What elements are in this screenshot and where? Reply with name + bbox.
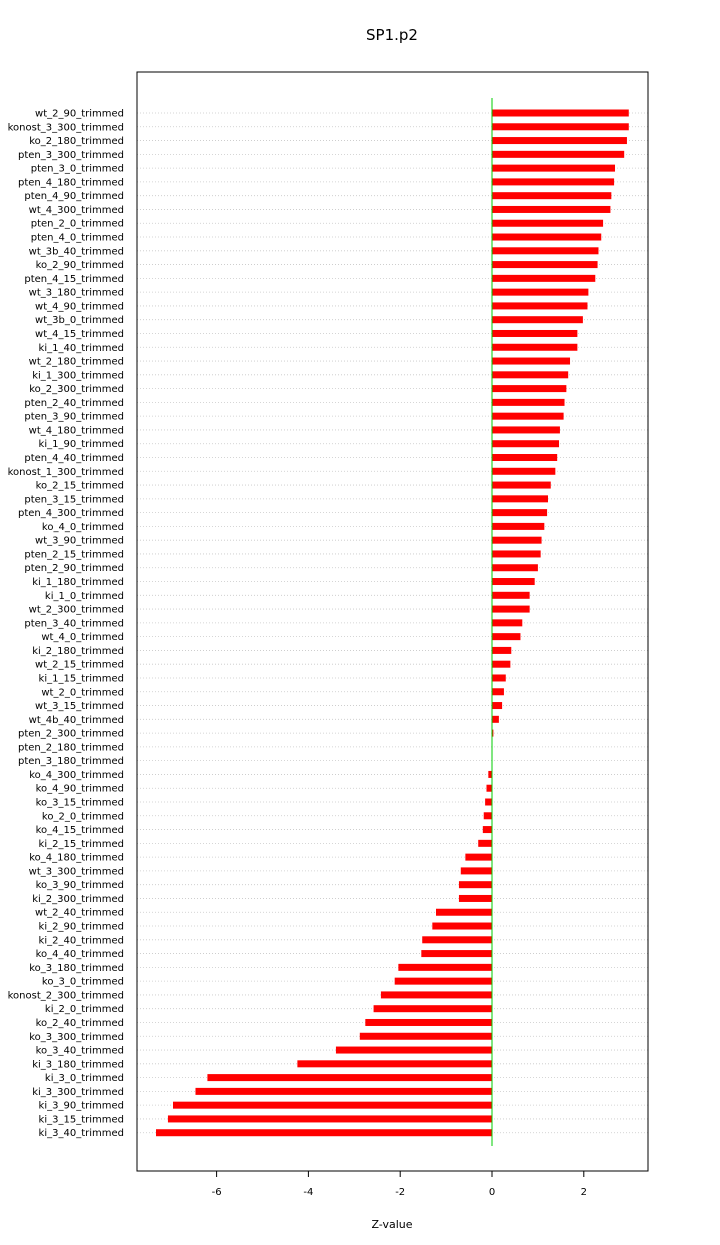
- category-label: pten_3_0_trimmed: [30, 163, 124, 175]
- bar: [207, 1074, 492, 1081]
- bar: [492, 330, 577, 337]
- bar: [492, 716, 499, 723]
- bar: [465, 854, 492, 861]
- category-label: ko_3_300_trimmed: [29, 1031, 124, 1043]
- bar: [492, 371, 568, 378]
- category-label: wt_2_0_trimmed: [41, 687, 124, 699]
- category-label: ki_1_40_trimmed: [38, 342, 124, 354]
- category-label: wt_4_90_trimmed: [35, 301, 124, 313]
- bar: [492, 151, 624, 158]
- bar: [360, 1033, 492, 1040]
- bar: [492, 592, 530, 599]
- x-tick-label: -6: [211, 1187, 222, 1198]
- category-labels: [8, 109, 124, 1140]
- bar: [492, 302, 587, 309]
- chart-title: SP1.p2: [366, 26, 418, 44]
- category-label: ko_3_90_trimmed: [35, 880, 124, 892]
- category-label: wt_3_15_trimmed: [35, 701, 124, 713]
- bar: [485, 799, 492, 806]
- bar: [365, 1019, 492, 1026]
- bar: [421, 950, 492, 957]
- category-label: ki_2_180_trimmed: [32, 645, 124, 657]
- category-label: wt_4_180_trimmed: [28, 425, 124, 437]
- category-label: pten_2_40_trimmed: [24, 397, 124, 409]
- bar: [168, 1115, 492, 1122]
- category-label: ko_4_40_trimmed: [35, 949, 124, 961]
- bar: [492, 247, 598, 254]
- category-label: ki_3_40_trimmed: [38, 1128, 124, 1140]
- category-label: wt_2_15_trimmed: [35, 659, 124, 671]
- bar: [398, 964, 492, 971]
- bar: [492, 137, 627, 144]
- bar: [492, 468, 555, 475]
- category-label: ko_2_0_trimmed: [41, 811, 124, 823]
- category-label: ki_1_300_trimmed: [32, 370, 124, 382]
- bar: [395, 978, 492, 985]
- category-label: wt_3b_0_trimmed: [35, 315, 124, 327]
- bar: [492, 261, 598, 268]
- x-tick-label: -4: [303, 1187, 314, 1198]
- bar: [492, 344, 577, 351]
- category-label: wt_2_300_trimmed: [28, 604, 124, 616]
- category-label: ko_2_15_trimmed: [35, 480, 124, 492]
- bar: [492, 358, 570, 365]
- bar: [492, 440, 559, 447]
- category-label: ki_1_0_trimmed: [44, 590, 124, 602]
- category-label: pten_3_300_trimmed: [17, 149, 124, 161]
- category-label: konost_3_300_trimmed: [7, 122, 124, 134]
- bar: [492, 688, 504, 695]
- category-label: ko_4_0_trimmed: [41, 521, 124, 533]
- bar: [381, 991, 492, 998]
- category-label: ki_1_180_trimmed: [32, 577, 124, 589]
- category-label: pten_4_180_trimmed: [17, 177, 124, 189]
- bar: [492, 192, 611, 199]
- category-label: pten_3_90_trimmed: [24, 411, 124, 423]
- category-label: pten_4_0_trimmed: [30, 232, 124, 244]
- bar: [195, 1088, 492, 1095]
- category-label: pten_4_90_trimmed: [24, 191, 124, 203]
- category-label: pten_2_180_trimmed: [17, 742, 124, 754]
- bar: [492, 206, 610, 213]
- category-label: ko_3_15_trimmed: [35, 797, 124, 809]
- bar: [492, 550, 541, 557]
- category-label: wt_2_180_trimmed: [28, 356, 124, 368]
- category-label: pten_2_0_trimmed: [30, 218, 124, 230]
- bar: [492, 275, 595, 282]
- category-label: ki_3_180_trimmed: [32, 1059, 124, 1071]
- category-label: ki_3_15_trimmed: [38, 1114, 124, 1126]
- bar: [156, 1129, 492, 1136]
- category-label: ko_2_90_trimmed: [35, 260, 124, 272]
- bar: [492, 165, 615, 172]
- category-label: konost_2_300_trimmed: [7, 990, 124, 1002]
- bar: [492, 537, 542, 544]
- bar: [436, 909, 492, 916]
- category-label: pten_2_15_trimmed: [24, 549, 124, 561]
- category-label: pten_2_90_trimmed: [24, 563, 124, 575]
- category-label: pten_3_180_trimmed: [17, 756, 124, 768]
- bar: [478, 840, 492, 847]
- category-label: ko_4_15_trimmed: [35, 825, 124, 837]
- category-label: wt_4_15_trimmed: [35, 328, 124, 340]
- bar: [488, 771, 492, 778]
- category-label: pten_3_15_trimmed: [24, 494, 124, 506]
- category-label: wt_4_300_trimmed: [28, 204, 124, 216]
- category-label: wt_2_90_trimmed: [35, 108, 124, 120]
- bar: [492, 619, 522, 626]
- category-label: ko_4_90_trimmed: [35, 783, 124, 795]
- category-label: ki_1_15_trimmed: [38, 673, 124, 685]
- category-label: ki_1_90_trimmed: [38, 439, 124, 451]
- category-label: wt_3b_40_trimmed: [28, 246, 124, 258]
- bar: [492, 495, 548, 502]
- category-label: ko_2_40_trimmed: [35, 1017, 124, 1029]
- x-axis-title: Z-value: [371, 1218, 413, 1231]
- category-label: wt_3_90_trimmed: [35, 535, 124, 547]
- bar: [492, 702, 502, 709]
- x-axis: [212, 1171, 587, 1198]
- x-tick-label: 0: [488, 1187, 496, 1198]
- bar: [492, 578, 535, 585]
- bar: [492, 606, 530, 613]
- bar: [492, 399, 565, 406]
- bar: [492, 674, 506, 681]
- category-label: konost_1_300_trimmed: [7, 466, 124, 478]
- bar: [492, 482, 551, 489]
- bar: [374, 1005, 492, 1012]
- bar: [432, 923, 492, 930]
- category-label: pten_4_300_trimmed: [17, 508, 124, 520]
- category-label: wt_4_0_trimmed: [41, 632, 124, 644]
- bar: [492, 523, 544, 530]
- category-label: ko_4_300_trimmed: [29, 769, 124, 781]
- bar: [173, 1102, 492, 1109]
- bar: [486, 785, 492, 792]
- bar: [492, 564, 538, 571]
- category-label: pten_2_300_trimmed: [17, 728, 124, 740]
- bar: [492, 633, 520, 640]
- bar: [492, 123, 629, 130]
- category-label: wt_3_180_trimmed: [28, 287, 124, 299]
- category-label: pten_3_40_trimmed: [24, 618, 124, 630]
- bar: [492, 509, 547, 516]
- category-label: ki_2_40_trimmed: [38, 935, 124, 947]
- category-label: pten_4_40_trimmed: [24, 453, 124, 464]
- bar: [459, 895, 492, 902]
- category-label: ki_2_300_trimmed: [32, 893, 124, 905]
- bar: [492, 454, 557, 461]
- category-label: ki_2_90_trimmed: [38, 921, 124, 933]
- bar: [336, 1047, 492, 1054]
- bar: [483, 826, 492, 833]
- bar: [492, 385, 566, 392]
- category-label: ki_2_0_trimmed: [44, 1004, 124, 1016]
- category-label: ko_3_40_trimmed: [35, 1045, 124, 1057]
- category-label: ko_4_180_trimmed: [29, 852, 124, 864]
- bar: [492, 413, 564, 420]
- bar: [297, 1060, 492, 1067]
- bar: [492, 110, 629, 117]
- x-tick-label: 2: [580, 1187, 587, 1198]
- bar: [461, 867, 492, 874]
- category-label: wt_2_40_trimmed: [35, 907, 124, 919]
- category-label: ki_3_90_trimmed: [38, 1100, 124, 1112]
- category-label: wt_4b_40_trimmed: [28, 714, 124, 726]
- bar: [492, 289, 588, 296]
- category-label: wt_3_300_trimmed: [28, 866, 124, 878]
- bar: [484, 812, 492, 819]
- bar: [492, 316, 583, 323]
- category-label: ki_3_300_trimmed: [32, 1086, 124, 1098]
- category-label: ko_3_0_trimmed: [41, 976, 124, 988]
- category-label: ki_2_15_trimmed: [38, 838, 124, 850]
- category-label: ko_2_300_trimmed: [29, 384, 124, 396]
- bar: [492, 647, 511, 654]
- category-label: pten_4_15_trimmed: [24, 273, 124, 285]
- bar: [492, 426, 560, 433]
- x-tick-label: -2: [395, 1187, 406, 1198]
- bar: [492, 234, 601, 241]
- bar: [492, 178, 614, 185]
- bar: [492, 220, 603, 227]
- bar: [422, 936, 492, 943]
- category-label: ko_3_180_trimmed: [29, 962, 124, 974]
- category-label: ko_2_180_trimmed: [29, 136, 124, 148]
- bar: [492, 661, 510, 668]
- bar: [459, 881, 492, 888]
- category-label: ki_3_0_trimmed: [44, 1073, 124, 1085]
